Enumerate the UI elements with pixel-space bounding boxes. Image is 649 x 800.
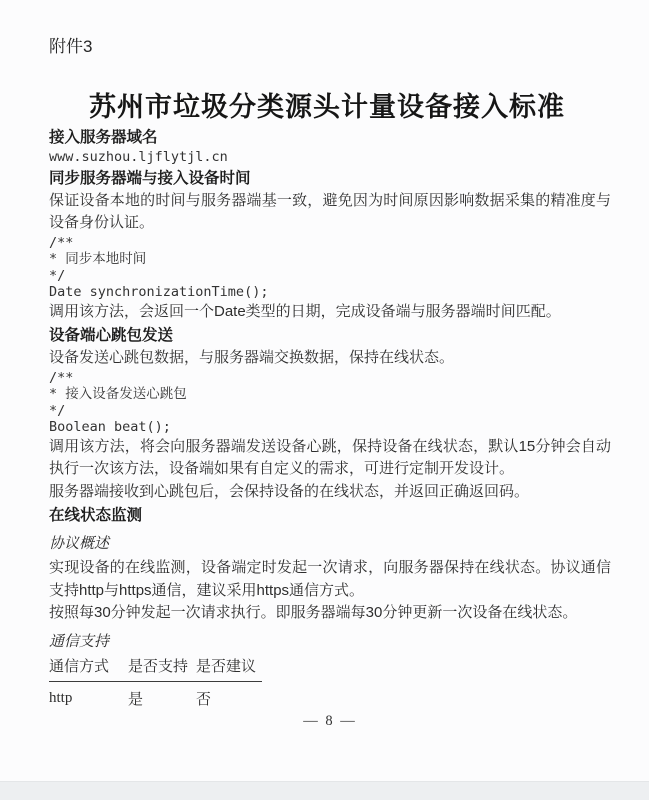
code-line: */ <box>49 267 66 284</box>
section-heading-online-status: 在线状态监测 <box>49 507 143 524</box>
table-header-row <box>49 655 262 682</box>
code-line: /** <box>49 369 74 386</box>
section-heading-time-sync: 同步服务器端与接入设备时间 <box>49 169 251 187</box>
table-header-comm-method: 通信方式 <box>49 655 128 682</box>
table-cell-method: http <box>49 689 73 706</box>
section-heading-heartbeat: 设备端心跳包发送 <box>49 327 174 344</box>
code-line: Date synchronizationTime(); <box>49 284 269 300</box>
table-header-is-suggested: 是否建议 <box>196 655 262 682</box>
subheading-protocol-overview: 协议概述 <box>49 536 110 552</box>
paragraph-heartbeat-result2: 服务器端接收到心跳包后，会保持设备的在线状态，并返回正确返回码。 <box>49 482 530 500</box>
table-row <box>49 681 262 709</box>
code-line: Boolean beat(); <box>49 419 171 435</box>
table-cell-suggested: 否 <box>196 690 212 708</box>
table-cell-supported: 是 <box>128 690 144 708</box>
server-domain-url: www.suzhou.ljflytjl.cn <box>49 149 228 165</box>
page-number: — 8 — <box>303 712 357 729</box>
table-header-is-supported: 是否支持 <box>128 655 196 682</box>
footer-band <box>0 781 649 800</box>
attachment-label: 附件3 <box>49 37 93 56</box>
subheading-comm-support: 通信支持 <box>49 633 110 650</box>
code-line: * 同步本地时间 <box>49 251 147 267</box>
comm-support-table <box>49 655 262 709</box>
paragraph-time-sync-result: 调用该方法，会返回一个Date类型的日期，完成设备端与服务器端时间匹配。 <box>49 302 561 320</box>
paragraph-online-status-1: 实现设备的在线监测，设备端定时发起一次请求，向服务器保持在线状态。协议通信支持http与https通信，建议采用https通信方式。 <box>49 559 611 599</box>
paragraph-heartbeat-result1: 调用该方法，将会向服务器端发送设备心跳，保持设备在线状态，默认15分钟会自动执行一次该方法，设备端如果有自定义的需求，可进行定制开发设计。 <box>49 437 611 477</box>
code-line: * 接入设备发送心跳包 <box>49 386 187 402</box>
document-title: 苏州市垃圾分类源头计量设备接入标准 <box>89 92 565 122</box>
paragraph-heartbeat-intro: 设备发送心跳包数据，与服务器端交换数据，保持在线状态。 <box>49 349 455 366</box>
code-line: /** <box>49 234 74 251</box>
code-line: */ <box>49 402 66 419</box>
paragraph-online-status-2: 按照每30分钟发起一次请求执行。即服务器端每30分钟更新一次设备在线状态。 <box>49 604 578 621</box>
paragraph-time-sync-intro: 保证设备本地的时间与服务器端基一致，避免因为时间原因影响数据采集的精准度与设备身份认证。 <box>49 191 611 231</box>
section-heading-server-domain: 接入服务器域名 <box>49 129 158 146</box>
